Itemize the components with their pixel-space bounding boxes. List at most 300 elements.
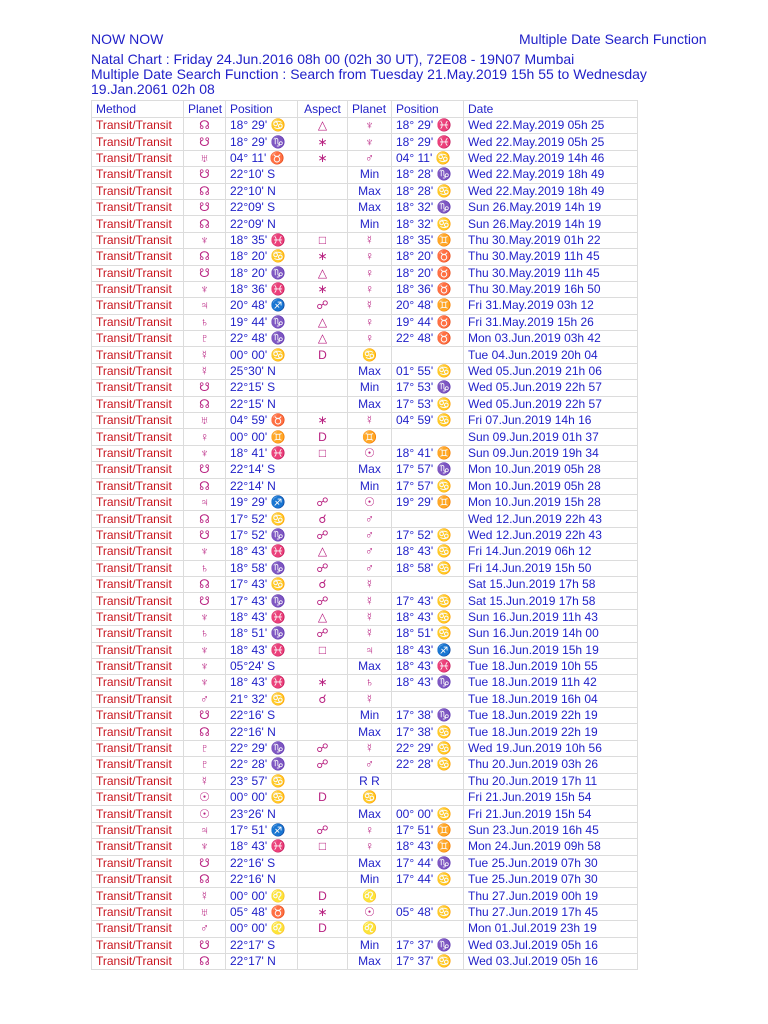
position-cell: 20° 48' ♐ xyxy=(226,298,298,314)
date-cell: Fri 31.May.2019 15h 26 xyxy=(464,314,638,330)
planet2-cell: ♄ xyxy=(348,675,392,691)
position2-cell: 17° 37' ♋ xyxy=(392,953,464,969)
table-row xyxy=(92,576,638,592)
method-cell: Transit/Transit xyxy=(92,822,184,838)
position2-cell: 17° 44' ♑ xyxy=(392,855,464,871)
position-cell: 21° 32' ♋ xyxy=(226,691,298,707)
position-cell: 18° 51' ♑ xyxy=(226,626,298,642)
date-cell: Sun 09.Jun.2019 19h 34 xyxy=(464,445,638,461)
planet2-cell: ☉ xyxy=(348,494,392,510)
position-cell: 00° 00' ♊ xyxy=(226,429,298,445)
method-cell: Transit/Transit xyxy=(92,560,184,576)
table-row xyxy=(92,658,638,674)
date-cell: Wed 05.Jun.2019 21h 06 xyxy=(464,363,638,379)
method-cell: Transit/Transit xyxy=(92,478,184,494)
aspect-cell: ☍ xyxy=(298,822,348,838)
position-cell: 22°10' N xyxy=(226,183,298,199)
aspect-cell xyxy=(298,167,348,183)
table-row xyxy=(92,642,638,658)
method-cell: Transit/Transit xyxy=(92,445,184,461)
aspect-cell: □ xyxy=(298,232,348,248)
aspect-cell xyxy=(298,199,348,215)
date-cell: Tue 25.Jun.2019 07h 30 xyxy=(464,855,638,871)
col-planet2: Planet xyxy=(348,101,392,118)
method-cell: Transit/Transit xyxy=(92,576,184,592)
planet-cell: ☿ xyxy=(184,363,226,379)
date-cell: Wed 12.Jun.2019 22h 43 xyxy=(464,527,638,543)
planet-cell: ♅ xyxy=(184,150,226,166)
planet2-cell: ☿ xyxy=(348,626,392,642)
aspect-cell xyxy=(298,363,348,379)
position2-cell: 04° 59' ♋ xyxy=(392,413,464,429)
method-cell: Transit/Transit xyxy=(92,626,184,642)
col-method: Method xyxy=(92,101,184,118)
aspect-cell: D xyxy=(298,429,348,445)
method-cell: Transit/Transit xyxy=(92,839,184,855)
table-row xyxy=(92,626,638,642)
date-cell: Fri 14.Jun.2019 06h 12 xyxy=(464,544,638,560)
method-cell: Transit/Transit xyxy=(92,134,184,150)
date-cell: Tue 25.Jun.2019 07h 30 xyxy=(464,871,638,887)
method-cell: Transit/Transit xyxy=(92,691,184,707)
method-cell: Transit/Transit xyxy=(92,790,184,806)
position-cell: 18° 43' ♓ xyxy=(226,675,298,691)
planet-cell: ☋ xyxy=(184,708,226,724)
planet-cell: ♇ xyxy=(184,740,226,756)
planet-cell: ☋ xyxy=(184,380,226,396)
date-cell: Wed 05.Jun.2019 22h 57 xyxy=(464,396,638,412)
position-cell: 17° 43' ♋ xyxy=(226,576,298,592)
method-cell: Transit/Transit xyxy=(92,609,184,625)
aspect-cell xyxy=(298,855,348,871)
method-cell: Transit/Transit xyxy=(92,544,184,560)
table-row xyxy=(92,445,638,461)
table-row xyxy=(92,724,638,740)
table-row xyxy=(92,118,638,134)
position-cell: 17° 52' ♋ xyxy=(226,511,298,527)
planet-cell: ☊ xyxy=(184,396,226,412)
aspect-cell: △ xyxy=(298,609,348,625)
table-row xyxy=(92,871,638,887)
aspect-cell: ∗ xyxy=(298,249,348,265)
planet-cell: ☋ xyxy=(184,855,226,871)
date-cell: Wed 22.May.2019 05h 25 xyxy=(464,134,638,150)
position-cell: 22° 29' ♑ xyxy=(226,740,298,756)
planet2-cell: ♆ xyxy=(348,134,392,150)
aspect-cell: □ xyxy=(298,839,348,855)
method-cell: Transit/Transit xyxy=(92,167,184,183)
aspect-cell: D xyxy=(298,347,348,363)
position2-cell xyxy=(392,921,464,937)
table-row xyxy=(92,937,638,953)
table-row xyxy=(92,511,638,527)
position2-cell: 17° 53' ♑ xyxy=(392,380,464,396)
planet2-cell: ☿ xyxy=(348,576,392,592)
col-planet: Planet xyxy=(184,101,226,118)
col-aspect: Aspect xyxy=(298,101,348,118)
aspect-cell xyxy=(298,724,348,740)
position2-cell: 17° 57' ♑ xyxy=(392,462,464,478)
method-cell: Transit/Transit xyxy=(92,511,184,527)
col-position: Position xyxy=(226,101,298,118)
table-row xyxy=(92,888,638,904)
table-row xyxy=(92,298,638,314)
planet2-cell: R R xyxy=(348,773,392,789)
aspect-cell: ☍ xyxy=(298,626,348,642)
planet-cell: ☋ xyxy=(184,462,226,478)
date-cell: Fri 31.May.2019 03h 12 xyxy=(464,298,638,314)
table-row xyxy=(92,527,638,543)
position2-cell: 00° 00' ♋ xyxy=(392,806,464,822)
aspect-cell xyxy=(298,806,348,822)
planet-cell: ♇ xyxy=(184,331,226,347)
position2-cell: 18° 32' ♋ xyxy=(392,216,464,232)
natal-chart-line: Natal Chart : Friday 24.Jun.2016 08h 00 (02h 30 UT), 72E08 - 19N07 Mumbai xyxy=(91,51,575,67)
date-cell: Fri 14.Jun.2019 15h 50 xyxy=(464,560,638,576)
table-header-row xyxy=(92,101,638,118)
planet-cell: ☊ xyxy=(184,576,226,592)
date-cell: Mon 01.Jul.2019 23h 19 xyxy=(464,921,638,937)
position2-cell: 22° 29' ♋ xyxy=(392,740,464,756)
planet2-cell: ♋ xyxy=(348,790,392,806)
planet2-cell: Max xyxy=(348,806,392,822)
table-row xyxy=(92,560,638,576)
position2-cell: 18° 43' ♋ xyxy=(392,544,464,560)
date-cell: Tue 18.Jun.2019 10h 55 xyxy=(464,658,638,674)
method-cell: Transit/Transit xyxy=(92,593,184,609)
planet2-cell: Min xyxy=(348,708,392,724)
method-cell: Transit/Transit xyxy=(92,429,184,445)
position-cell: 18° 35' ♓ xyxy=(226,232,298,248)
method-cell: Transit/Transit xyxy=(92,773,184,789)
planet2-cell: ♌ xyxy=(348,921,392,937)
method-cell: Transit/Transit xyxy=(92,363,184,379)
planet2-cell: ♀ xyxy=(348,331,392,347)
planet-cell: ☉ xyxy=(184,790,226,806)
position-cell: 00° 00' ♌ xyxy=(226,921,298,937)
position-cell: 17° 52' ♑ xyxy=(226,527,298,543)
aspect-cell: D xyxy=(298,790,348,806)
position2-cell xyxy=(392,511,464,527)
position-cell: 19° 29' ♐ xyxy=(226,494,298,510)
planet2-cell: ♂ xyxy=(348,511,392,527)
method-cell: Transit/Transit xyxy=(92,757,184,773)
planet2-cell: Max xyxy=(348,462,392,478)
position-cell: 22°09' N xyxy=(226,216,298,232)
planet2-cell: ♀ xyxy=(348,281,392,297)
date-cell: Sun 26.May.2019 14h 19 xyxy=(464,216,638,232)
table-row xyxy=(92,773,638,789)
planet-cell: ☿ xyxy=(184,773,226,789)
planet2-cell: ♀ xyxy=(348,822,392,838)
date-cell: Mon 10.Jun.2019 15h 28 xyxy=(464,494,638,510)
position-cell: 22°15' N xyxy=(226,396,298,412)
position-cell: 00° 00' ♌ xyxy=(226,888,298,904)
planet2-cell: ♌ xyxy=(348,888,392,904)
planet2-cell: ♂ xyxy=(348,544,392,560)
header-right-title: Multiple Date Search Function xyxy=(519,31,707,47)
position2-cell: 01° 55' ♋ xyxy=(392,363,464,379)
position2-cell: 18° 51' ♋ xyxy=(392,626,464,642)
date-cell: Sun 16.Jun.2019 11h 43 xyxy=(464,609,638,625)
planet-cell: ♄ xyxy=(184,560,226,576)
planet-cell: ♅ xyxy=(184,413,226,429)
aspect-cell: □ xyxy=(298,445,348,461)
method-cell: Transit/Transit xyxy=(92,298,184,314)
table-row xyxy=(92,609,638,625)
results-table xyxy=(91,100,638,970)
planet-cell: ☊ xyxy=(184,724,226,740)
aspect-cell: D xyxy=(298,888,348,904)
position2-cell: 22° 28' ♋ xyxy=(392,757,464,773)
aspect-cell: ∗ xyxy=(298,904,348,920)
planet-cell: ☿ xyxy=(184,347,226,363)
planet-cell: ☋ xyxy=(184,593,226,609)
header-left-title: NOW NOW xyxy=(91,31,164,47)
method-cell: Transit/Transit xyxy=(92,953,184,969)
aspect-cell xyxy=(298,183,348,199)
date-cell: Wed 03.Jul.2019 05h 16 xyxy=(464,953,638,969)
position2-cell: 18° 36' ♉ xyxy=(392,281,464,297)
planet2-cell: ♆ xyxy=(348,118,392,134)
position-cell: 22°10' S xyxy=(226,167,298,183)
aspect-cell: ☍ xyxy=(298,527,348,543)
aspect-cell: ☍ xyxy=(298,298,348,314)
aspect-cell xyxy=(298,396,348,412)
planet-cell: ☿ xyxy=(184,888,226,904)
position2-cell xyxy=(392,691,464,707)
position-cell: 17° 51' ♐ xyxy=(226,822,298,838)
position-cell: 18° 36' ♓ xyxy=(226,281,298,297)
date-cell: Fri 21.Jun.2019 15h 54 xyxy=(464,806,638,822)
planet2-cell: ☉ xyxy=(348,445,392,461)
date-cell: Mon 10.Jun.2019 05h 28 xyxy=(464,462,638,478)
position2-cell: 17° 57' ♋ xyxy=(392,478,464,494)
table-row xyxy=(92,806,638,822)
position-cell: 04° 59' ♉ xyxy=(226,413,298,429)
aspect-cell: D xyxy=(298,921,348,937)
method-cell: Transit/Transit xyxy=(92,724,184,740)
position2-cell: 18° 20' ♉ xyxy=(392,249,464,265)
position2-cell xyxy=(392,429,464,445)
planet-cell: ☋ xyxy=(184,527,226,543)
aspect-cell xyxy=(298,380,348,396)
position2-cell xyxy=(392,888,464,904)
position-cell: 23°26' N xyxy=(226,806,298,822)
aspect-cell: ☍ xyxy=(298,494,348,510)
method-cell: Transit/Transit xyxy=(92,494,184,510)
method-cell: Transit/Transit xyxy=(92,462,184,478)
table-row xyxy=(92,790,638,806)
planet2-cell: Max xyxy=(348,396,392,412)
planet-cell: ♃ xyxy=(184,298,226,314)
method-cell: Transit/Transit xyxy=(92,675,184,691)
date-cell: Wed 22.May.2019 14h 46 xyxy=(464,150,638,166)
position-cell: 18° 43' ♓ xyxy=(226,544,298,560)
col-date: Date xyxy=(464,101,638,118)
position-cell: 18° 43' ♓ xyxy=(226,839,298,855)
planet-cell: ♆ xyxy=(184,232,226,248)
planet-cell: ☋ xyxy=(184,265,226,281)
position2-cell: 04° 11' ♋ xyxy=(392,150,464,166)
aspect-cell: △ xyxy=(298,544,348,560)
position2-cell: 18° 29' ♓ xyxy=(392,134,464,150)
aspect-cell: ☌ xyxy=(298,511,348,527)
method-cell: Transit/Transit xyxy=(92,855,184,871)
planet2-cell: ☿ xyxy=(348,609,392,625)
planet2-cell: ☿ xyxy=(348,740,392,756)
table-row xyxy=(92,429,638,445)
planet-cell: ☊ xyxy=(184,871,226,887)
table-row xyxy=(92,183,638,199)
method-cell: Transit/Transit xyxy=(92,118,184,134)
table-row xyxy=(92,855,638,871)
date-cell: Wed 05.Jun.2019 22h 57 xyxy=(464,380,638,396)
aspect-cell: ∗ xyxy=(298,675,348,691)
position-cell: 22°09' S xyxy=(226,199,298,215)
planet2-cell: Min xyxy=(348,937,392,953)
method-cell: Transit/Transit xyxy=(92,871,184,887)
method-cell: Transit/Transit xyxy=(92,232,184,248)
method-cell: Transit/Transit xyxy=(92,740,184,756)
table-row xyxy=(92,921,638,937)
planet2-cell: Max xyxy=(348,724,392,740)
planet-cell: ☋ xyxy=(184,167,226,183)
position2-cell: 17° 37' ♑ xyxy=(392,937,464,953)
planet-cell: ♀ xyxy=(184,429,226,445)
aspect-cell: △ xyxy=(298,265,348,281)
search-range-end-line: 19.Jan.2061 02h 08 xyxy=(91,81,215,97)
table-row xyxy=(92,216,638,232)
position2-cell: 18° 58' ♋ xyxy=(392,560,464,576)
planet2-cell: Min xyxy=(348,216,392,232)
aspect-cell: ☍ xyxy=(298,560,348,576)
table-row xyxy=(92,462,638,478)
aspect-cell: ∗ xyxy=(298,281,348,297)
aspect-cell xyxy=(298,773,348,789)
planet-cell: ☋ xyxy=(184,937,226,953)
planet-cell: ♂ xyxy=(184,691,226,707)
method-cell: Transit/Transit xyxy=(92,921,184,937)
date-cell: Sun 26.May.2019 14h 19 xyxy=(464,199,638,215)
table-row xyxy=(92,593,638,609)
planet2-cell: Min xyxy=(348,478,392,494)
planet2-cell: Min xyxy=(348,380,392,396)
method-cell: Transit/Transit xyxy=(92,396,184,412)
position-cell: 22°15' S xyxy=(226,380,298,396)
position2-cell: 22° 48' ♉ xyxy=(392,331,464,347)
planet2-cell: Max xyxy=(348,363,392,379)
position-cell: 05°24' S xyxy=(226,658,298,674)
planet2-cell: Max xyxy=(348,199,392,215)
planet2-cell: ♋ xyxy=(348,347,392,363)
method-cell: Transit/Transit xyxy=(92,806,184,822)
planet-cell: ☊ xyxy=(184,511,226,527)
planet2-cell: ♀ xyxy=(348,839,392,855)
table-row xyxy=(92,691,638,707)
table-row xyxy=(92,740,638,756)
planet-cell: ☊ xyxy=(184,249,226,265)
planet-cell: ♅ xyxy=(184,904,226,920)
date-cell: Wed 03.Jul.2019 05h 16 xyxy=(464,937,638,953)
position-cell: 22°16' N xyxy=(226,871,298,887)
date-cell: Thu 30.May.2019 11h 45 xyxy=(464,265,638,281)
date-cell: Wed 19.Jun.2019 10h 56 xyxy=(464,740,638,756)
planet2-cell: ♂ xyxy=(348,527,392,543)
aspect-cell: □ xyxy=(298,642,348,658)
method-cell: Transit/Transit xyxy=(92,331,184,347)
search-range-line: Multiple Date Search Function : Search from Tuesday 21.May.2019 15h 55 to Wednesday xyxy=(91,66,647,82)
position-cell: 18° 29' ♑ xyxy=(226,134,298,150)
position2-cell: 05° 48' ♋ xyxy=(392,904,464,920)
aspect-cell: ∗ xyxy=(298,150,348,166)
planet2-cell: ☿ xyxy=(348,413,392,429)
position2-cell: 18° 41' ♊ xyxy=(392,445,464,461)
table-row xyxy=(92,167,638,183)
position-cell: 25°30' N xyxy=(226,363,298,379)
table-row xyxy=(92,839,638,855)
position2-cell xyxy=(392,773,464,789)
table-row xyxy=(92,363,638,379)
aspect-cell xyxy=(298,216,348,232)
aspect-cell: △ xyxy=(298,118,348,134)
method-cell: Transit/Transit xyxy=(92,183,184,199)
aspect-cell: ☌ xyxy=(298,691,348,707)
planet2-cell: ☿ xyxy=(348,691,392,707)
planet-cell: ♇ xyxy=(184,757,226,773)
position2-cell xyxy=(392,576,464,592)
position-cell: 22° 28' ♑ xyxy=(226,757,298,773)
table-row xyxy=(92,953,638,969)
method-cell: Transit/Transit xyxy=(92,265,184,281)
planet-cell: ♆ xyxy=(184,609,226,625)
position2-cell: 19° 29' ♊ xyxy=(392,494,464,510)
planet-cell: ♄ xyxy=(184,314,226,330)
aspect-cell xyxy=(298,937,348,953)
table-row xyxy=(92,249,638,265)
planet2-cell: ♀ xyxy=(348,314,392,330)
planet-cell: ♂ xyxy=(184,921,226,937)
position-cell: 04° 11' ♉ xyxy=(226,150,298,166)
date-cell: Wed 12.Jun.2019 22h 43 xyxy=(464,511,638,527)
method-cell: Transit/Transit xyxy=(92,216,184,232)
date-cell: Tue 18.Jun.2019 22h 19 xyxy=(464,708,638,724)
method-cell: Transit/Transit xyxy=(92,642,184,658)
planet-cell: ♆ xyxy=(184,658,226,674)
planet2-cell: ♀ xyxy=(348,265,392,281)
planet-cell: ♆ xyxy=(184,445,226,461)
method-cell: Transit/Transit xyxy=(92,708,184,724)
planet-cell: ☊ xyxy=(184,953,226,969)
planet-cell: ♆ xyxy=(184,642,226,658)
position2-cell: 18° 43' ♊ xyxy=(392,839,464,855)
method-cell: Transit/Transit xyxy=(92,937,184,953)
position2-cell: 17° 44' ♋ xyxy=(392,871,464,887)
position-cell: 00° 00' ♋ xyxy=(226,347,298,363)
aspect-cell: ∗ xyxy=(298,413,348,429)
planet-cell: ♆ xyxy=(184,281,226,297)
planet2-cell: Max xyxy=(348,658,392,674)
method-cell: Transit/Transit xyxy=(92,249,184,265)
planet2-cell: ☿ xyxy=(348,232,392,248)
table-row xyxy=(92,413,638,429)
position2-cell: 18° 35' ♊ xyxy=(392,232,464,248)
position-cell: 18° 41' ♓ xyxy=(226,445,298,461)
table-row xyxy=(92,396,638,412)
planet-cell: ♃ xyxy=(184,822,226,838)
date-cell: Tue 18.Jun.2019 11h 42 xyxy=(464,675,638,691)
planet2-cell: Max xyxy=(348,183,392,199)
